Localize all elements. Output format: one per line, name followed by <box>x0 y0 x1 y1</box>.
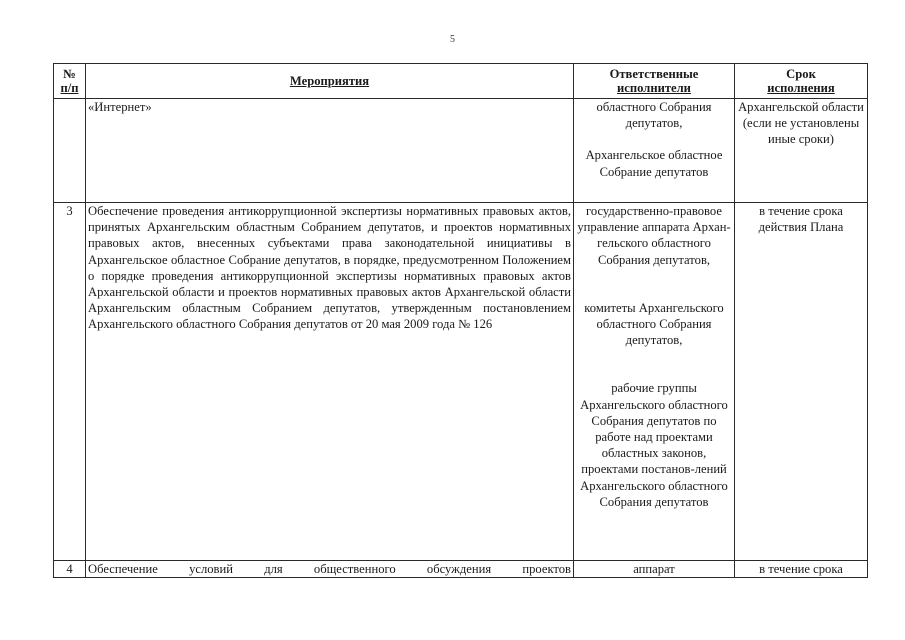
row-action: Обеспечение условий для общественного обсуждения проектов <box>86 561 574 578</box>
header-resp-line2: исполнители <box>617 81 691 95</box>
row-responsible <box>574 561 735 578</box>
table-row <box>54 561 868 578</box>
header-term-line1: Срок <box>786 66 816 81</box>
row-number: 4 <box>54 561 86 578</box>
row-responsible <box>574 99 735 203</box>
row-number: 3 <box>54 203 86 561</box>
header-num-line2: п/п <box>60 81 79 95</box>
row-action: «Интернет» <box>86 99 574 203</box>
page-number: 5 <box>450 34 455 45</box>
row-term: в течение срока <box>735 561 868 578</box>
table-row <box>54 99 868 203</box>
header-num-line1: № <box>63 66 76 81</box>
responsible-item: областного Собрания депутатов, <box>596 100 712 131</box>
header-term-line2: исполнения <box>767 81 835 95</box>
table-header-row <box>54 64 868 99</box>
responsible-item: государственно-правовое управление аппарата Архан-гельского областного Собрания депутатов, <box>577 204 731 267</box>
row-term: Архангельской области (если не установлены иные сроки) <box>735 99 868 203</box>
responsible-item: рабочие группы Архангельского областного Собрания депутатов по работе над проектами областных законов, проектами постанов-лений Архангельского областного Собрания депутатов <box>580 381 728 509</box>
table-row <box>54 203 868 561</box>
row-term: в течение срока действия Плана <box>735 203 868 561</box>
header-term <box>735 64 868 99</box>
header-num <box>54 64 86 99</box>
responsible-item: аппарат <box>633 562 675 576</box>
header-resp-line1: Ответственные <box>609 66 699 81</box>
header-action: Мероприятия <box>86 64 574 99</box>
responsible-item: комитеты Архангельского областного Собрания депутатов, <box>584 300 724 348</box>
header-responsible <box>574 64 735 99</box>
row-responsible <box>574 203 735 561</box>
row-action: Обеспечение проведения антикоррупционной экспертизы нормативных правовых актов, принятых Архангельским областным Собранием депутатов, и проектов нормативных правовых актов, внесенных субъектами права законодательной инициативы в Архангельское областное Собрание депутатов, в порядке, предусмотренном Положением о порядке проведения антикоррупционной экспертизы нормативных правовых актов Архангельской области и проектов нормативных правовых актов Архангельской области Архангельским областным Собранием депутатов, утвержденным постановлением Архангельского областного Собрания депутатов от 20 мая 2009 года № 126 <box>86 203 574 561</box>
row-number <box>54 99 86 203</box>
plan-table <box>53 63 868 578</box>
responsible-item: Архангельское областное Собрание депутатов <box>585 148 723 179</box>
